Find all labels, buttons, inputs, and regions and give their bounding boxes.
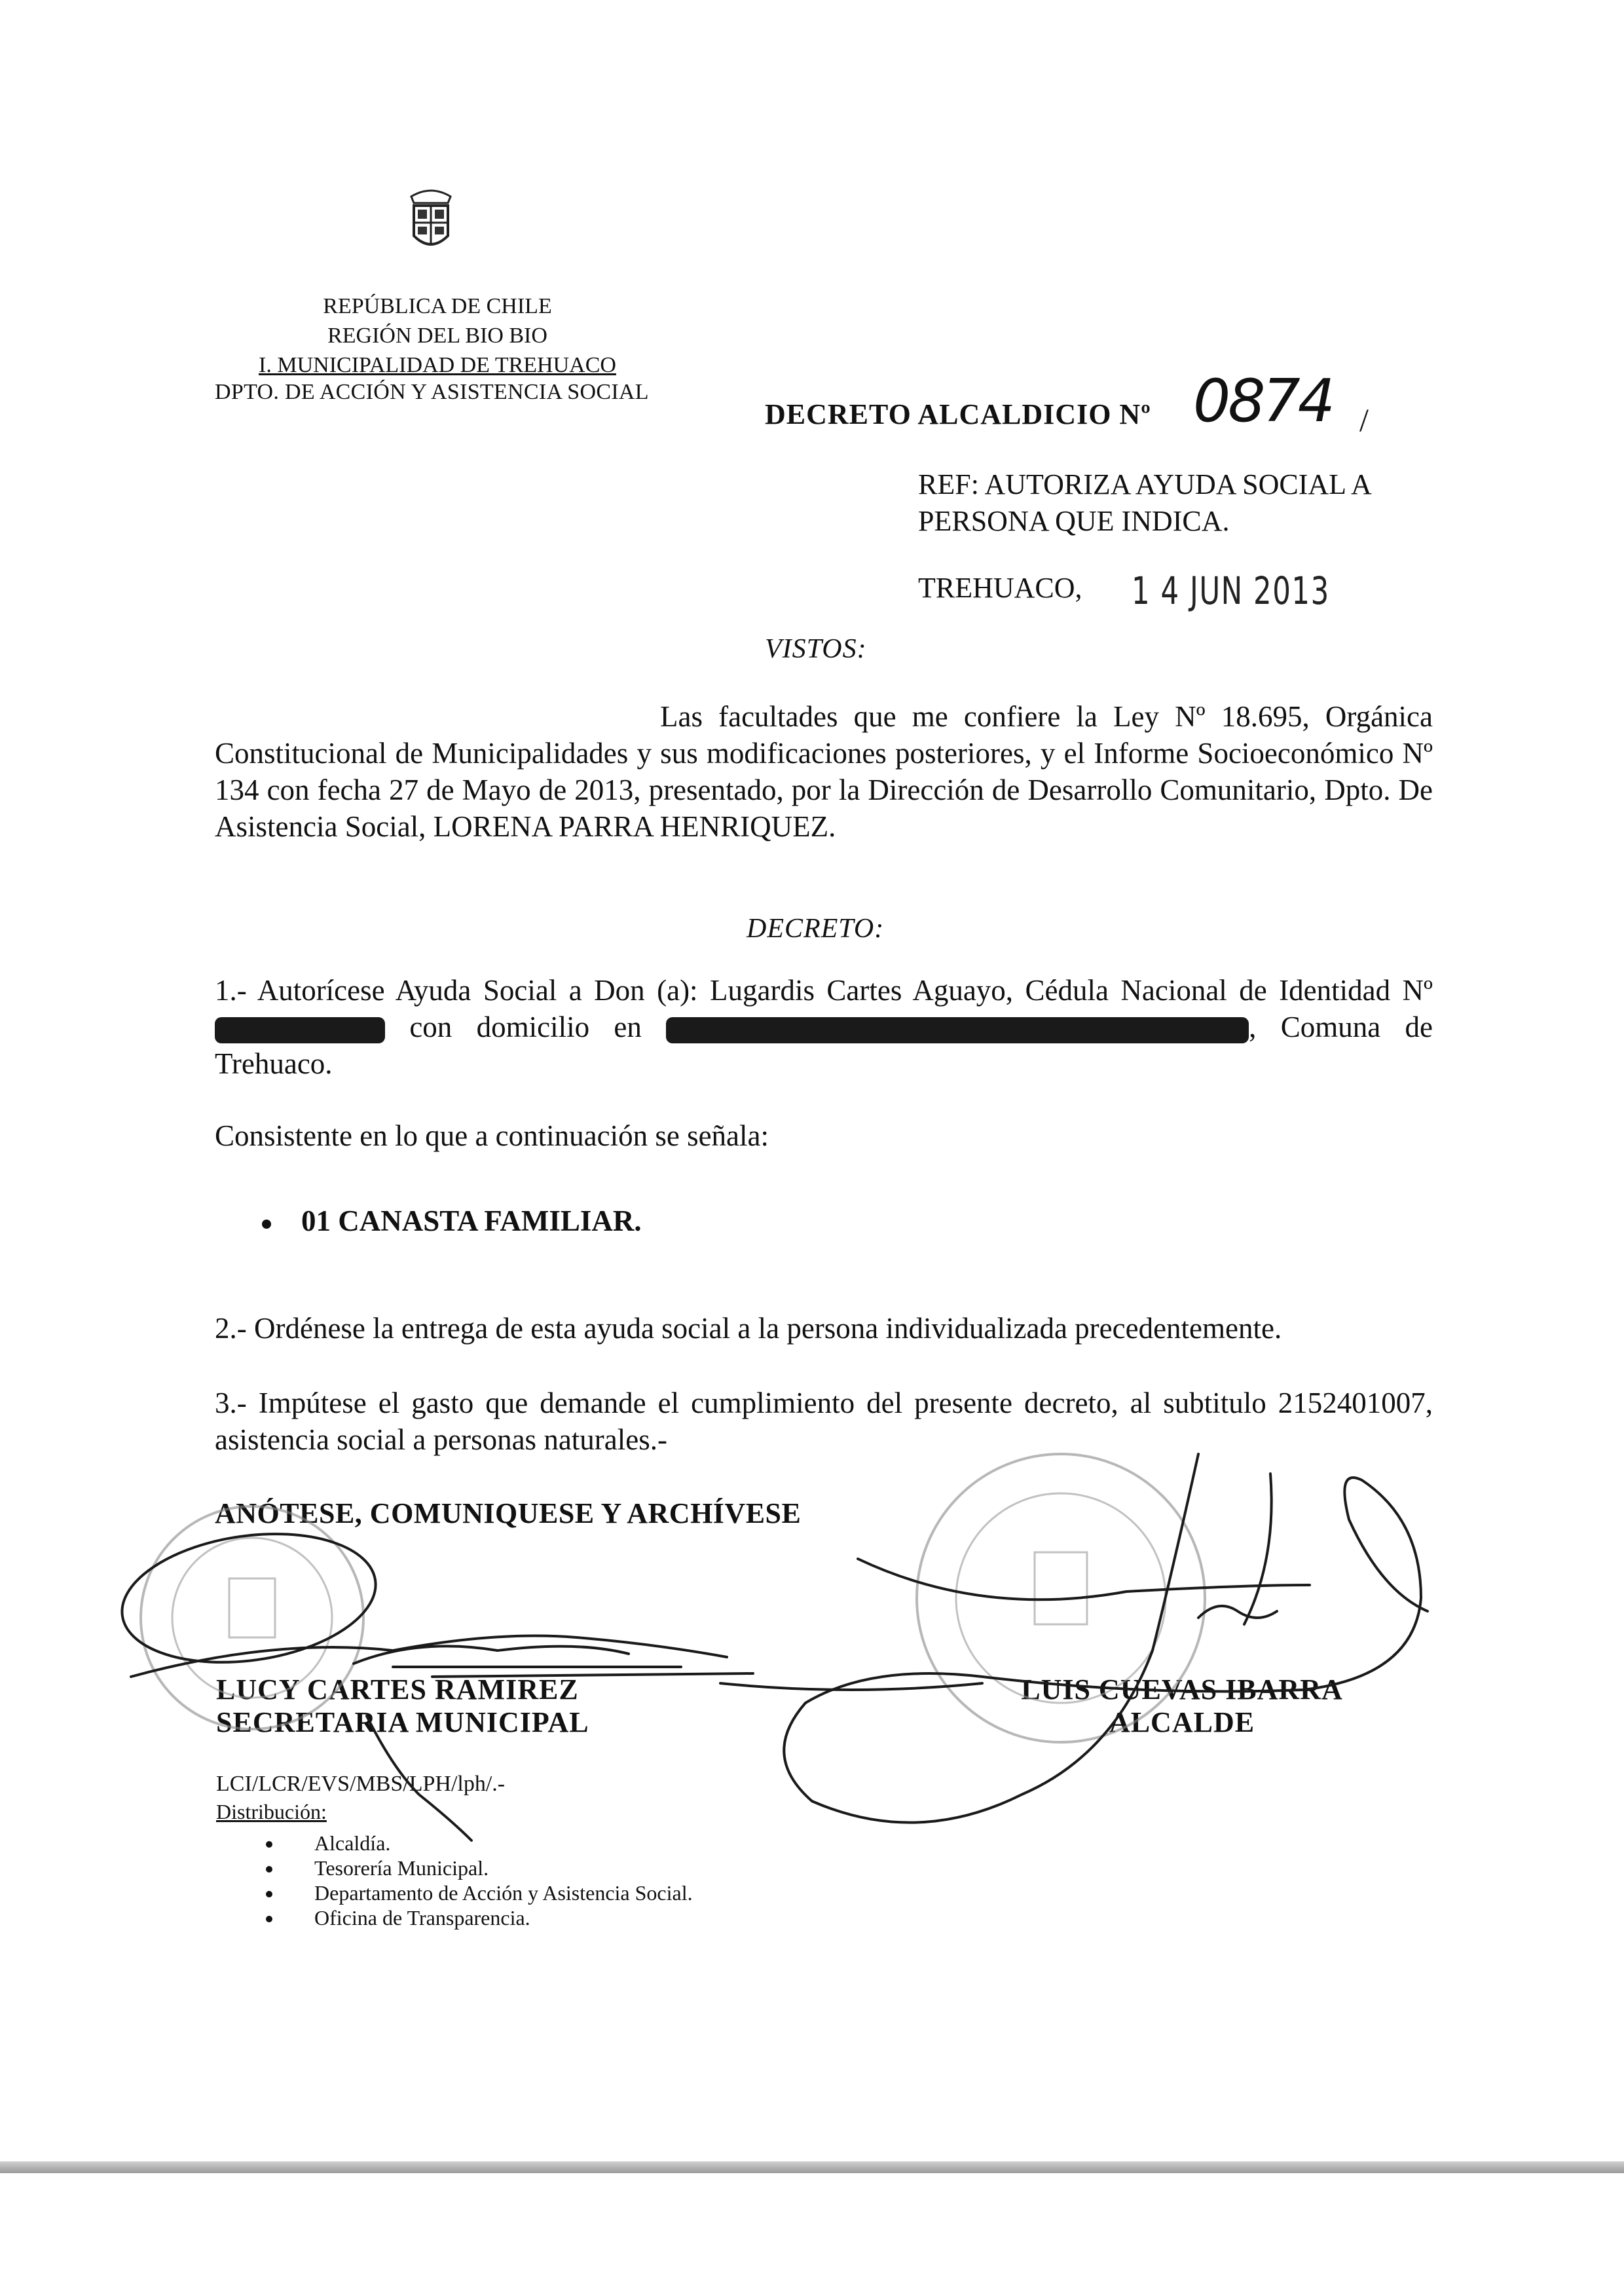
aid-item: 01 CANASTA FAMILIAR. (301, 1204, 642, 1237)
initials-line: LCI/LCR/EVS/MBS/LPH/lph/.- (216, 1772, 506, 1796)
decreto-heading: DECRETO: (747, 914, 885, 944)
vistos-paragraph: Las facultades que me confiere la Ley Nº 18.695, Orgánica Constitucional de Municipalidades y sus modificaciones posteriores, y el Informe Socioeconómico Nº 134 con fecha 27 de Mayo de 2013, presentado, por la Dirección de Desarrollo Comunitario, Dpto. De Asistencia Social, LORENA PARRA HENRIQUEZ. (215, 700, 1433, 843)
letterhead-department: DPTO. DE ACCIÓN Y ASISTENCIA SOCIAL (215, 380, 649, 404)
mayor-title: ALCALDE (1109, 1706, 1255, 1738)
distribution-heading: Distribución: (216, 1800, 327, 1823)
date-stamp: 1 4 JUN 2013 (1132, 569, 1330, 613)
anotese-line: ANÓTESE, COMUNIQUESE Y ARCHÍVESE (215, 1497, 802, 1529)
item-1-text-a: 1.- Autorícese Ayuda Social a Don (a): Lugardis Cartes Aguayo, Cédula Nacional de Identidad Nº (215, 974, 1433, 1007)
reference-line-2: PERSONA QUE INDICA. (918, 505, 1230, 537)
decree-item-3: 3.- Impútese el gasto que demande el cumplimiento del presente decreto, al subtitulo 2152401007, asistencia social a personas naturales.- (215, 1387, 1433, 1456)
distribution-list (262, 1831, 693, 1930)
item-1-text-c: , Comuna de Trehuaco. (215, 1011, 1433, 1080)
letterhead (215, 291, 660, 380)
decree-reference (918, 466, 1507, 540)
consist-line: Consistente en lo que a continuación se señala: (215, 1119, 769, 1152)
decree-number: 0874 (1193, 367, 1333, 436)
letterhead-municipality: I. MUNICIPALIDAD DE TREHUACO (259, 353, 616, 377)
secretary-title: SECRETARIA MUNICIPAL (216, 1706, 589, 1738)
page-bottom-edge (0, 2161, 1624, 2173)
redacted-id-number (215, 1017, 385, 1043)
decree-item-2: 2.- Ordénese la entrega de esta ayuda social a la persona individualizada precedentemente. (215, 1312, 1282, 1345)
signature-block-mayor (1008, 1673, 1356, 1739)
decree-item-1 (215, 972, 1433, 1082)
decree-title: DECRETO ALCALDICIO Nº (765, 398, 1151, 430)
vistos-heading: VISTOS: (765, 634, 867, 664)
decree-place: TREHUACO, (918, 572, 1082, 604)
secretary-name: LUCY CARTES RAMIREZ (216, 1673, 579, 1706)
aid-bullet (262, 1204, 642, 1238)
distribution-item: Tesorería Municipal. (262, 1856, 693, 1880)
distribution-item: Oficina de Transparencia. (262, 1905, 693, 1930)
distribution-item: Alcaldía. (262, 1831, 693, 1856)
reference-line-1: REF: AUTORIZA AYUDA SOCIAL A (918, 468, 1372, 500)
mayor-name: LUIS CUEVAS IBARRA (1021, 1673, 1343, 1706)
redacted-address (666, 1017, 1249, 1043)
item-1-text-b: con domicilio en (409, 1011, 642, 1043)
mayor-signature (720, 1454, 1428, 1823)
distribution-item: Departamento de Acción y Asistencia Social. (262, 1880, 693, 1905)
decree-slash: / (1359, 401, 1369, 438)
municipal-crest-icon (405, 185, 457, 257)
bullet-icon (262, 1220, 271, 1229)
signature-block-secretary (216, 1673, 589, 1739)
letterhead-region: REGIÓN DEL BIO BIO (327, 324, 547, 348)
letterhead-country: REPÚBLICA DE CHILE (323, 294, 552, 318)
